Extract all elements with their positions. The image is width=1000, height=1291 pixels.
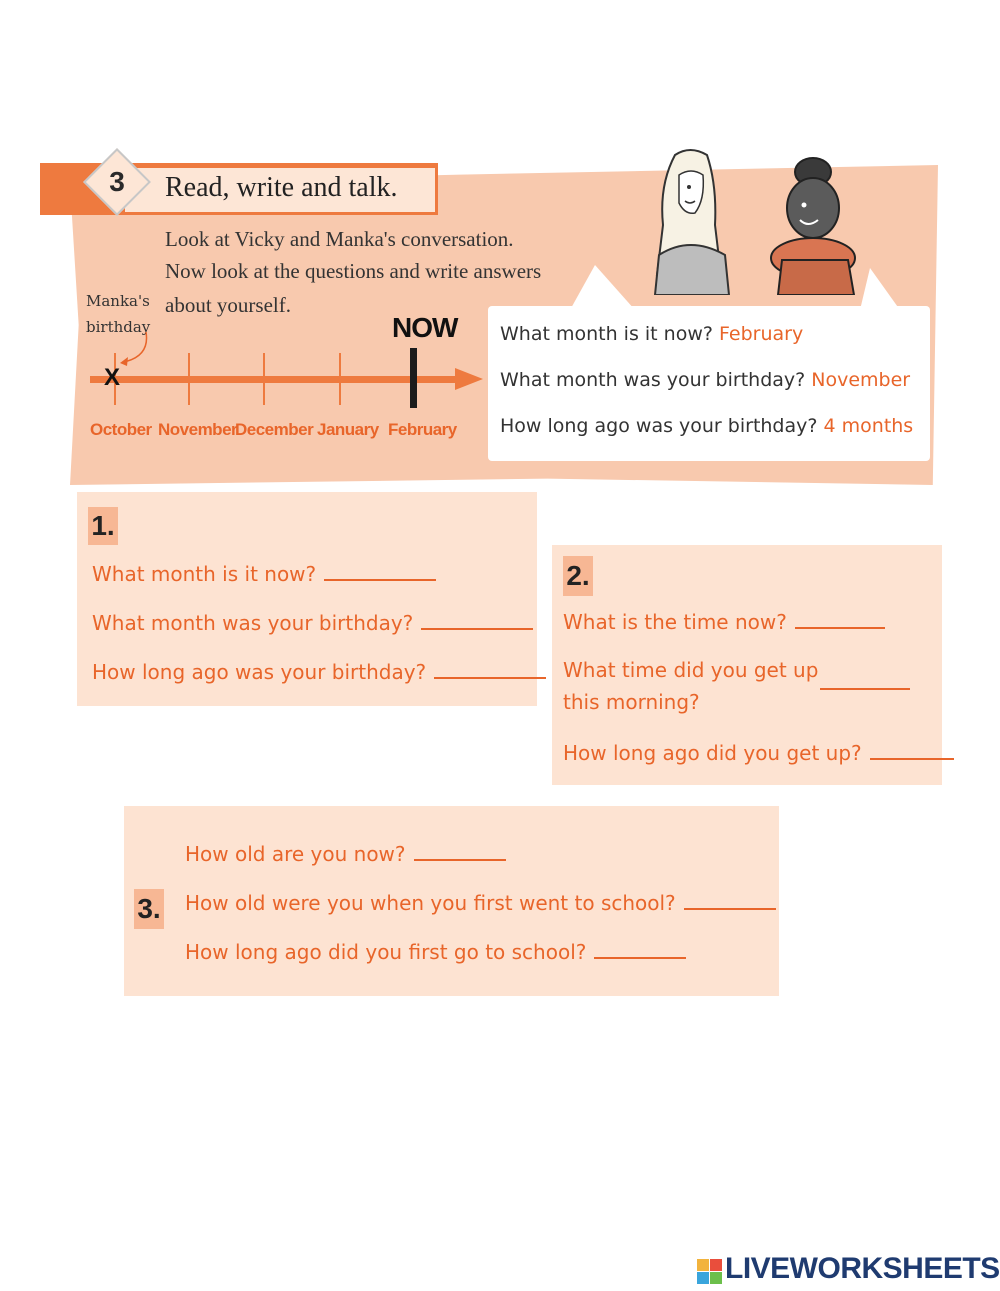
instruction-line-3: about yourself. [165,293,291,317]
timeline-month-january: January [317,420,379,439]
exercise-1-answer-3-field[interactable] [434,659,546,679]
bubble-question-2: What month was your birthday? [500,369,806,391]
exercise-3-answer-2-field[interactable] [684,890,776,910]
timeline-tick-january [339,353,341,405]
exercise-1-question-1: What month is it now? [92,562,317,586]
instruction-line-2: Now look at the questions and write answers [165,259,542,283]
bubble-question-3: How long ago was your birthday? [500,415,818,437]
exercise-2-question-2-line-2: this morning? [563,690,700,714]
liveworksheets-logo-icon [697,1259,723,1285]
exercise-3-question-3-row [185,939,686,964]
exercise-3-question-2: How old were you when you first went to school? [185,891,676,915]
manka-illustration [768,150,863,295]
timeline-now-tick [410,348,417,408]
exercise-3-number: 3. [134,889,164,929]
bubble-answer-2: November [811,369,911,391]
speech-bubble-tail [570,265,635,310]
timeline-tick-november [188,353,190,405]
exercise-2-answer-1-field[interactable] [795,609,885,629]
exercise-2-answer-3-field[interactable] [870,740,954,760]
bubble-answer-3: 4 months [823,415,914,437]
exercise-1-answer-1-field[interactable] [324,561,436,581]
exercise-2-number: 2. [563,556,593,596]
timeline-month-february: February [388,420,457,439]
bubble-question-1: What month is it now? [500,323,713,345]
exercise-3-question-3: How long ago did you first go to school? [185,940,587,964]
timeline-month-november: November [158,420,238,439]
exercise-1-number: 1. [88,507,118,545]
timeline-month-october: October [90,420,152,439]
exercise-2-question-1: What is the time now? [563,610,787,634]
exercise-1-question-3: How long ago was your birthday? [92,660,427,684]
exercise-title: Read, write and talk. [165,172,398,203]
exercise-1-question-2-row [92,610,533,635]
timeline-arrow-icon [455,368,483,390]
exercise-3-answer-1-field[interactable] [414,841,506,861]
exercise-2-question-3: How long ago did you get up? [563,741,862,765]
exercise-1-answer-2-field[interactable] [421,610,533,630]
birthday-label-line-1: Manka's [86,292,150,310]
exercise-3-question-1: How old are you now? [185,842,406,866]
bubble-row-1 [500,323,803,345]
birthday-x-mark: X [104,364,121,391]
now-label: NOW [392,312,458,343]
timeline-line [90,376,460,383]
birthday-label-line-2: birthday [86,318,151,336]
speech-bubble-tail-right [860,268,900,310]
exercise-1-question-3-row [92,659,546,684]
exercise-3-answer-3-field[interactable] [594,939,686,959]
instruction-line-1: Look at Vicky and Manka's conversation. [165,227,514,251]
exercise-2-question-2-line-1: What time did you get up [563,658,819,682]
bubble-row-2 [500,369,910,391]
exercise-2-question-1-row [563,609,885,634]
exercise-1-question-2: What month was your birthday? [92,611,414,635]
timeline-tick-december [263,353,265,405]
exercise-2-question-3-row [563,740,954,765]
vicky-illustration [645,145,735,295]
exercise-3-question-2-row [185,890,776,915]
timeline-month-december: December [235,420,314,439]
bubble-row-3 [500,415,913,437]
exercise-number: 3 [109,166,125,197]
exercise-3-question-1-row [185,841,506,866]
bubble-answer-1: February [719,323,804,345]
liveworksheets-logo-text: LIVEWORKSHEETS [725,1252,1000,1285]
exercise-2-answer-2-field[interactable] [820,670,910,690]
exercise-1-question-1-row [92,561,436,586]
